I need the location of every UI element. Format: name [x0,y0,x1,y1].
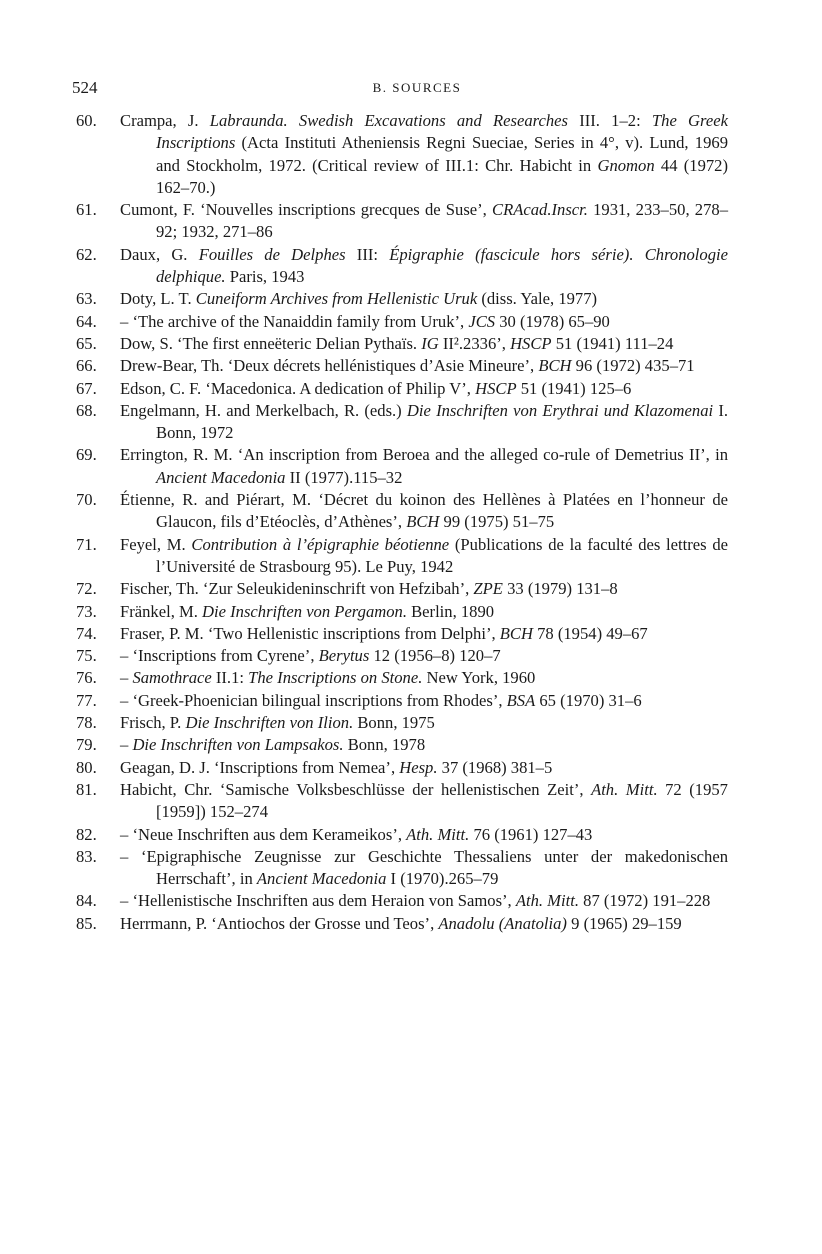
entry-text: Crampa, J. Labraunda. Swedish Excavations and Researches III. 1–2: The Greek Inscriptions (Acta Instituti Atheniensis Regni Sueciae, Series in 4°, v). Lund, 1969 and Stockholm, 1972. (Critical review of III.1: Chr. Habicht in Gnomon 44 (1972) 162–70.) [120,111,728,197]
bibliography-entry [76,690,728,712]
entry-number: 61. [76,200,97,220]
bibliography-entry [76,199,728,244]
bibliography-entry [76,623,728,645]
entry-number: 72. [76,579,97,599]
entry-text: Dow, S. ‘The first enneëteric Delian Pythaïs. IG II².2336’, HSCP 51 (1941) 111–24 [120,333,674,353]
bibliography-entry [76,712,728,734]
entry-number: 80. [76,757,97,777]
entry-text: Doty, L. T. Cuneiform Archives from Hellenistic Uruk (diss. Yale, 1977) [120,289,598,309]
entry-number: 82. [76,824,97,844]
entry-text: – ‘Neue Inschriften aus dem Kerameikos’, Ath. Mitt. 76 (1961) 127–43 [120,824,593,844]
entry-text: Drew-Bear, Th. ‘Deux décrets hellénistiques d’Asie Mineure’, BCH 96 (1972) 435–71 [120,356,695,376]
page-header [72,78,762,100]
bibliography-entry [76,601,728,623]
entry-text: Fischer, Th. ‘Zur Seleukideninschrift von Hefzibah’, ZPE 33 (1979) 131–8 [120,579,618,599]
entry-text: Feyel, M. Contribution à l’épigraphie béotienne (Publications de la faculté des lettres de l’Université de Strasbourg 95). Le Puy, 1942 [120,534,728,576]
bibliography-entry [76,578,728,600]
entry-text: Engelmann, H. and Merkelbach, R. (eds.) Die Inschriften von Erythrai und Klazomenai I. Bonn, 1972 [120,400,728,443]
entry-text: Habicht, Chr. ‘Samische Volksbeschlüsse der hellenistischen Zeit’, Ath. Mitt. 72 (1957 [1959]) 152–274 [120,779,728,822]
bibliography-entry [76,378,728,400]
bibliography-entry [76,645,728,667]
entry-number: 81. [76,779,97,799]
entry-text: Herrmann, P. ‘Antiochos der Grosse und Teos’, Anadolu (Anatolia) 9 (1965) 29–159 [120,913,682,933]
entry-number: 75. [76,646,97,666]
entry-text: Cumont, F. ‘Nouvelles inscriptions grecques de Suse’, CRAcad.Inscr. 1931, 233–50, 278–92; 1932, 271–86 [120,200,728,242]
entry-text: – Samothrace II.1: The Inscriptions on Stone. New York, 1960 [120,668,536,688]
entry-number: 67. [76,378,97,398]
entry-number: 66. [76,356,97,376]
bibliography-entry [76,288,728,310]
bibliography-entry [76,110,728,199]
entry-number: 65. [76,333,97,353]
entry-text: Errington, R. M. ‘An inscription from Beroea and the alleged co-rule of Demetrius II’, in Ancient Macedonia II (1977).115–32 [120,445,728,487]
bibliography-entry [76,757,728,779]
page-number: 524 [72,78,98,97]
entry-number: 77. [76,690,97,710]
entry-number: 79. [76,735,97,755]
entry-number: 78. [76,713,97,733]
bibliography-entry [76,333,728,355]
entry-text: Geagan, D. J. ‘Inscriptions from Nemea’, Hesp. 37 (1968) 381–5 [120,757,553,777]
entry-number: 64. [76,311,97,331]
entry-number: 68. [76,400,97,420]
bibliography-entry [76,667,728,689]
bibliography-entry [76,534,728,579]
bibliography-entry [76,779,728,824]
bibliography-entry [76,244,728,289]
bibliography-entry [76,846,728,891]
bibliography-entry [76,400,728,445]
running-head: B. SOURCES [372,80,462,95]
entry-number: 70. [76,490,97,510]
entry-number: 63. [76,289,97,309]
entry-text: – Die Inschriften von Lampsakos. Bonn, 1978 [120,735,426,755]
entry-number: 85. [76,913,97,933]
entry-number: 76. [76,668,97,688]
entry-text: – ‘Hellenistische Inschriften aus dem Heraion von Samos’, Ath. Mitt. 87 (1972) 191–228 [120,891,711,911]
entry-number: 73. [76,601,97,621]
entry-text: – ‘Epigraphische Zeugnisse zur Geschichte Thessaliens unter der makedonischen Herrschaft’, in Ancient Macedonia I (1970).265–79 [120,846,728,889]
bibliography-entry [76,311,728,333]
bibliography-entry [76,489,728,534]
bibliography-entry [76,824,728,846]
entry-number: 83. [76,846,97,866]
entry-number: 84. [76,891,97,911]
entry-number: 62. [76,244,97,264]
bibliography-entry [76,355,728,377]
entry-text: Frisch, P. Die Inschriften von Ilion. Bonn, 1975 [120,713,435,733]
entry-text: Étienne, R. and Piérart, M. ‘Décret du koinon des Hellènes à Platées en l’honneur de Glaucon, fils d’Etéoclès, d’Athènes’, BCH 99 (1975) 51–75 [120,490,728,532]
entry-text: Fränkel, M. Die Inschriften von Pergamon. Berlin, 1890 [120,601,495,621]
entry-text: Fraser, P. M. ‘Two Hellenistic inscriptions from Delphi’, BCH 78 (1954) 49–67 [120,623,648,643]
entry-text: – ‘The archive of the Nanaiddin family from Uruk’, JCS 30 (1978) 65–90 [120,311,610,331]
entry-number: 60. [76,111,97,130]
entry-text: – ‘Greek-Phoenician bilingual inscriptions from Rhodes’, BSA 65 (1970) 31–6 [120,690,642,710]
entry-text: Edson, C. F. ‘Macedonica. A dedication of Philip V’, HSCP 51 (1941) 125–6 [120,378,632,398]
bibliography-entry [76,444,728,489]
entry-number: 74. [76,623,97,643]
bibliography-entry [76,734,728,756]
entry-number: 71. [76,534,97,554]
bibliography-entry [76,890,728,912]
entry-text: – ‘Inscriptions from Cyrene’, Berytus 12 (1956–8) 120–7 [120,646,501,666]
entry-number: 69. [76,445,97,465]
bibliography-list [76,110,728,935]
bibliography-entry [76,913,728,935]
entry-text: Daux, G. Fouilles de Delphes III: Épigraphie (fascicule hors série). Chronologie delphique. Paris, 1943 [120,244,728,287]
